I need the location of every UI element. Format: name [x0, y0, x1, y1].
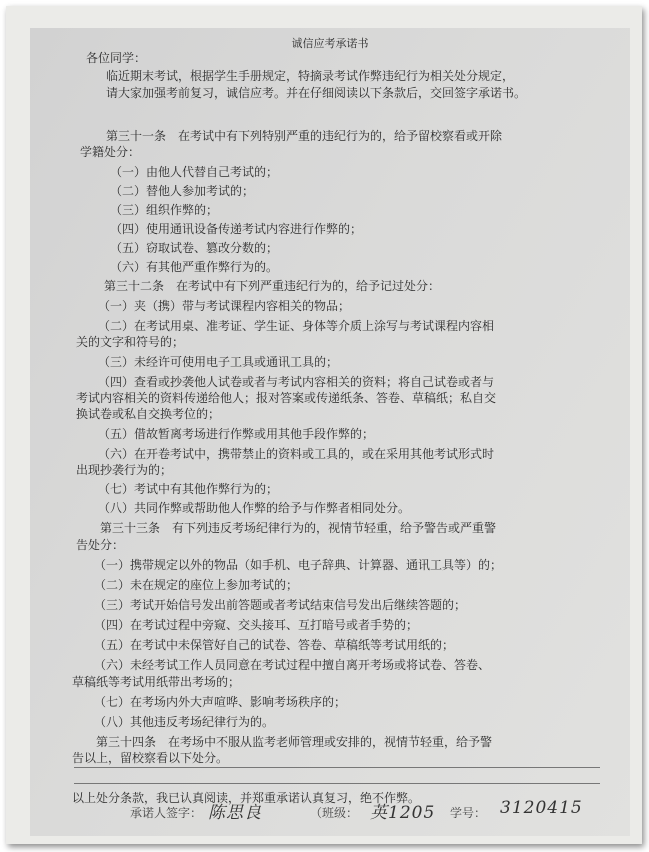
document-line: 告处分：: [76, 538, 125, 552]
document-line: （一）夹（携）带与考试课程内容相关的物品；: [80, 299, 351, 313]
document-line: （三）考试开始信号发出前答题或者考试结束信号发出后继续答题的；: [76, 598, 467, 612]
class-handwritten-value: 英1205: [370, 803, 436, 823]
document-line: （四）查看或抄袭他人试卷或者与考试内容相关的资料；将自己试卷或者与: [80, 375, 495, 389]
document-line: 关的文字和符号的；: [76, 335, 185, 349]
divider-line: [74, 783, 600, 784]
pledge-statement: 以上处分条款，我已认真阅读，并郑重承诺认真复习，绝不作弊。: [72, 791, 421, 805]
document-line: （三）未经许可使用电子工具或通讯工具的；: [80, 355, 339, 369]
document-line: （七）考试中有其他作弊行为的；: [80, 482, 279, 496]
document-line: （五）窃取试卷、篡改分数的；: [92, 241, 279, 255]
student-id-handwritten-value: 3120415: [500, 798, 583, 818]
signer-label: 承诺人签字：: [130, 806, 203, 820]
document-line: （一）携带规定以外的物品（如手机、电子辞典、计算器、通讯工具等）的；: [76, 558, 503, 572]
document-line: （二）替他人参加考试的；: [92, 184, 255, 198]
document-line: （三）组织作弊的；: [92, 203, 219, 217]
document-line: （六）有其他严重作弊行为的。: [92, 260, 279, 274]
document-line: 第三十三条 有下列违反考场纪律行为的，视情节轻重，给予警告或严重警: [76, 521, 497, 535]
student-id-label: 学号：: [450, 806, 487, 820]
document-line: （七）在考场内外大声喧哗、影响考场秩序的；: [76, 695, 347, 709]
document-line: 草稿纸等考试用纸带出考场的；: [72, 675, 241, 689]
document-line: （一）由他人代替自己考试的；: [92, 165, 279, 179]
document-line: 请大家加强考前复习，诚信应考。并在仔细阅读以下条款后，交回签字承诺书。: [82, 86, 527, 100]
document-line: 临近期末考试，根据学生手册规定，特摘录考试作弊违纪行为相关处分规定，: [82, 69, 515, 83]
document-sheet: [30, 28, 630, 836]
document-line: （四）在考试过程中旁窥、交头接耳、互打暗号或者手势的；: [76, 618, 419, 632]
divider-line: [74, 767, 600, 768]
document-line: （二）未在规定的座位上参加考试的；: [76, 578, 299, 592]
document-line: （六）在开卷考试中，携带禁止的资料或工具的，或在采用其他考试形式时: [80, 447, 495, 461]
document-line: 第三十二条 在考试中有下列严重违纪行为的，给予记过处分：: [80, 279, 441, 293]
document-line: （五）借故暂离考场进行作弊或用其他手段作弊的；: [80, 427, 375, 441]
document-line: 学籍处分：: [80, 145, 141, 159]
document-title: 诚信应考承诺书: [291, 37, 369, 50]
signer-handwritten-name: 陈思良: [208, 803, 262, 823]
document-line: （二）在考试用桌、准考证、学生证、身体等介质上涂写与考试课程内容相: [80, 319, 495, 333]
document-line: （五）在考试中未保管好自己的试卷、答卷、草稿纸等考试用纸的；: [76, 638, 455, 652]
document-line: （八）共同作弊或帮助他人作弊的给予与作弊者相同处分。: [80, 501, 411, 515]
document-line: （六）未经考试工作人员同意在考试过程中擅自离开考场或将试卷、答卷、: [76, 658, 491, 672]
document-line: 出现抄袭行为的；: [76, 463, 173, 477]
document-line: 换试卷或私自交换考位的；: [76, 407, 221, 421]
document-line: （四）使用通讯设备传递考试内容进行作弊的；: [92, 222, 363, 236]
document-line: （八）其他违反考场纪律行为的。: [76, 715, 275, 729]
photo-frame: [6, 6, 642, 844]
document-line: 告以上，留校察看以下处分。: [72, 751, 229, 765]
document-line: 第三十四条 在考场中不服从监考老师管理或安排的，视情节轻重，给予警: [72, 735, 493, 749]
document-line: 各位同学：: [86, 51, 147, 65]
document-line: 考试内容相关的资料传递给他人；报对答案或传递纸条、答卷、草稿纸；私自交: [76, 391, 497, 405]
class-label: （班级：: [310, 806, 359, 820]
document-line: 第三十一条 在考试中有下列特别严重的违纪行为的，给予留校察看或开除: [82, 129, 503, 143]
signature-row: [30, 800, 630, 824]
